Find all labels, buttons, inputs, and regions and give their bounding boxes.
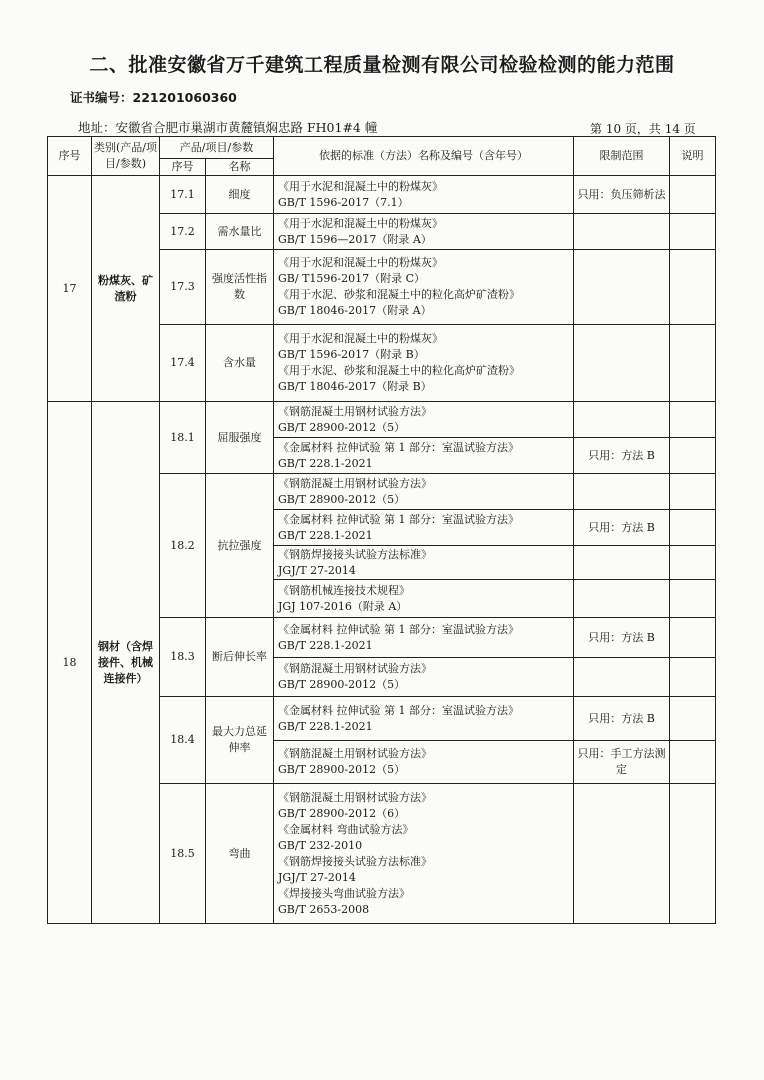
item-name: 强度活性指数 — [206, 250, 274, 325]
note-cell — [670, 510, 716, 546]
standard-cell — [274, 474, 574, 510]
group-seq: 17 — [48, 176, 92, 402]
item-seq: 18.3 — [160, 618, 206, 697]
item-seq: 17.4 — [160, 325, 206, 402]
item-name: 弯曲 — [206, 784, 274, 924]
standard-line: JGJ/T 27-2014 — [278, 870, 356, 884]
standard-line: 《金属材料 弯曲试验方法》 — [278, 822, 414, 836]
limit-cell: 只用：负压筛析法 — [574, 176, 670, 214]
item-seq: 17.1 — [160, 176, 206, 214]
limit-cell — [574, 546, 670, 580]
standard-line: GB/T 28900-2012（5） — [278, 492, 406, 506]
item-seq: 18.1 — [160, 402, 206, 474]
standard-line: GB/T 28900-2012（5） — [278, 678, 406, 691]
standard-line: GB/T 228.1-2021 — [278, 456, 373, 470]
limit-cell: 只用：手工方法测定 — [574, 741, 670, 784]
note-cell — [670, 741, 716, 784]
standard-cell — [274, 741, 574, 784]
limit-cell — [574, 402, 670, 438]
standard-line: 《钢筋机械连接技术规程》 — [278, 583, 411, 597]
header-limit: 限制范围 — [574, 137, 670, 176]
header-category: 类别(产品/项目/参数) — [92, 137, 160, 176]
note-cell — [670, 325, 716, 402]
address: 地址：安徽省合肥市巢湖市黄麓镇焖忠路 FH01#4 幢 — [78, 120, 378, 135]
header-item-seq: 序号 — [160, 159, 206, 176]
standard-line: 《用于水泥和混凝土中的粉煤灰》 — [278, 216, 444, 230]
standard-line: GB/ T1596-2017（附录 C） — [278, 272, 426, 285]
limit-cell: 只用：方法 B — [574, 618, 670, 658]
certificate-number: 证书编号：221201060360 — [70, 90, 237, 105]
standard-line: 《用于水泥、砂浆和混凝土中的粒化高炉矿渣粉》 — [278, 288, 521, 301]
item-name: 细度 — [206, 176, 274, 214]
page-title: 二、批准安徽省万千建筑工程质量检测有限公司检验检测的能力范围 — [89, 54, 675, 76]
note-cell — [670, 546, 716, 580]
limit-cell: 只用：方法 B — [574, 697, 670, 741]
standard-cell — [274, 697, 574, 741]
table-row — [48, 402, 716, 438]
standard-cell — [274, 546, 574, 580]
header-seq: 序号 — [48, 137, 92, 176]
standard-cell — [274, 510, 574, 546]
page-number: 第 10 页，共 14 页 — [590, 122, 696, 136]
item-seq: 18.2 — [160, 474, 206, 618]
standard-line: 《焊接接头弯曲试验方法》 — [278, 886, 411, 900]
note-cell — [670, 658, 716, 697]
standard-line: 《钢筋混凝土用钢材试验方法》 — [278, 747, 433, 760]
standard-line: 《钢筋混凝土用钢材试验方法》 — [278, 404, 433, 418]
item-name: 断后伸长率 — [206, 618, 274, 697]
note-cell — [670, 438, 716, 474]
standard-line: GB/T 18046-2017（附录 B） — [278, 380, 432, 393]
item-name: 最大力总延伸率 — [206, 697, 274, 784]
standard-cell — [274, 580, 574, 618]
standard-line: GB/T 228.1-2021 — [278, 719, 373, 733]
standard-line: GB/T 228.1-2021 — [278, 528, 373, 542]
scope-table — [47, 136, 716, 924]
limit-cell — [574, 658, 670, 697]
group-seq: 18 — [48, 402, 92, 924]
standard-line: GB/T 18046-2017（附录 A） — [278, 304, 432, 317]
standard-line: JGJ/T 27-2014 — [278, 563, 356, 577]
standard-line: GB/T 28900-2012（6） — [278, 806, 406, 820]
standard-cell — [274, 784, 574, 924]
note-cell — [670, 697, 716, 741]
note-cell — [670, 214, 716, 250]
standard-cell — [274, 438, 574, 474]
standard-line: 《钢筋混凝土用钢材试验方法》 — [278, 476, 433, 490]
item-seq: 17.2 — [160, 214, 206, 250]
header-item-name: 名称 — [206, 159, 274, 176]
header-item-group: 产品/项目/参数 — [160, 137, 274, 159]
standard-line: 《金属材料 拉伸试验 第 1 部分：室温试验方法》 — [278, 440, 519, 454]
group-category: 钢材（含焊接件、机械连接件） — [92, 402, 160, 924]
standard-cell — [274, 250, 574, 325]
table-row — [48, 176, 716, 214]
standard-line: JGJ 107-2016（附录 A） — [278, 599, 408, 613]
note-cell — [670, 618, 716, 658]
note-cell — [670, 784, 716, 924]
standard-line: 《钢筋焊接接头试验方法标准》 — [278, 547, 433, 561]
standard-line: 《用于水泥和混凝土中的粉煤灰》 — [278, 256, 444, 269]
standard-cell — [274, 325, 574, 402]
limit-cell: 只用：方法 B — [574, 510, 670, 546]
standard-line: 《金属材料 拉伸试验 第 1 部分：室温试验方法》 — [278, 703, 519, 717]
item-name: 需水量比 — [206, 214, 274, 250]
limit-cell — [574, 474, 670, 510]
standard-line: GB/T 2653-2008 — [278, 902, 370, 916]
standard-line: 《用于水泥、砂浆和混凝土中的粒化高炉矿渣粉》 — [278, 364, 521, 377]
standard-cell — [274, 214, 574, 250]
standard-cell — [274, 618, 574, 658]
standard-line: GB/T 1596—2017（附录 A） — [278, 232, 432, 246]
item-name: 屈服强度 — [206, 402, 274, 474]
standard-cell — [274, 658, 574, 697]
note-cell — [670, 250, 716, 325]
standard-line: 《钢筋混凝土用钢材试验方法》 — [278, 662, 433, 675]
item-name: 含水量 — [206, 325, 274, 402]
header-note: 说明 — [670, 137, 716, 176]
limit-cell — [574, 784, 670, 924]
note-cell — [670, 176, 716, 214]
standard-line: 《钢筋焊接接头试验方法标准》 — [278, 854, 433, 868]
limit-cell — [574, 214, 670, 250]
standard-line: 《金属材料 拉伸试验 第 1 部分：室温试验方法》 — [278, 512, 519, 526]
standard-line: GB/T 228.1-2021 — [278, 638, 373, 652]
standard-line: 《用于水泥和混凝土中的粉煤灰》 — [278, 332, 444, 345]
limit-cell — [574, 250, 670, 325]
standard-cell — [274, 176, 574, 214]
limit-cell — [574, 580, 670, 618]
standard-line: GB/T 232-2010 — [278, 838, 363, 852]
standard-line: GB/T 28900-2012（5） — [278, 763, 406, 776]
item-seq: 17.3 — [160, 250, 206, 325]
standard-cell — [274, 402, 574, 438]
item-seq: 18.4 — [160, 697, 206, 784]
standard-line: GB/T 1596-2017（7.1） — [278, 195, 409, 209]
limit-cell: 只用：方法 B — [574, 438, 670, 474]
standard-line: 《金属材料 拉伸试验 第 1 部分：室温试验方法》 — [278, 622, 519, 636]
item-name: 抗拉强度 — [206, 474, 274, 618]
limit-cell — [574, 325, 670, 402]
group-category: 粉煤灰、矿渣粉 — [92, 176, 160, 402]
note-cell — [670, 580, 716, 618]
note-cell — [670, 474, 716, 510]
note-cell — [670, 402, 716, 438]
header-standard: 依据的标准（方法）名称及编号（含年号） — [274, 137, 574, 176]
item-seq: 18.5 — [160, 784, 206, 924]
standard-line: 《用于水泥和混凝土中的粉煤灰》 — [278, 179, 444, 193]
standard-line: GB/T 1596-2017（附录 B） — [278, 348, 425, 361]
standard-line: GB/T 28900-2012（5） — [278, 420, 406, 434]
standard-line: 《钢筋混凝土用钢材试验方法》 — [278, 790, 433, 804]
